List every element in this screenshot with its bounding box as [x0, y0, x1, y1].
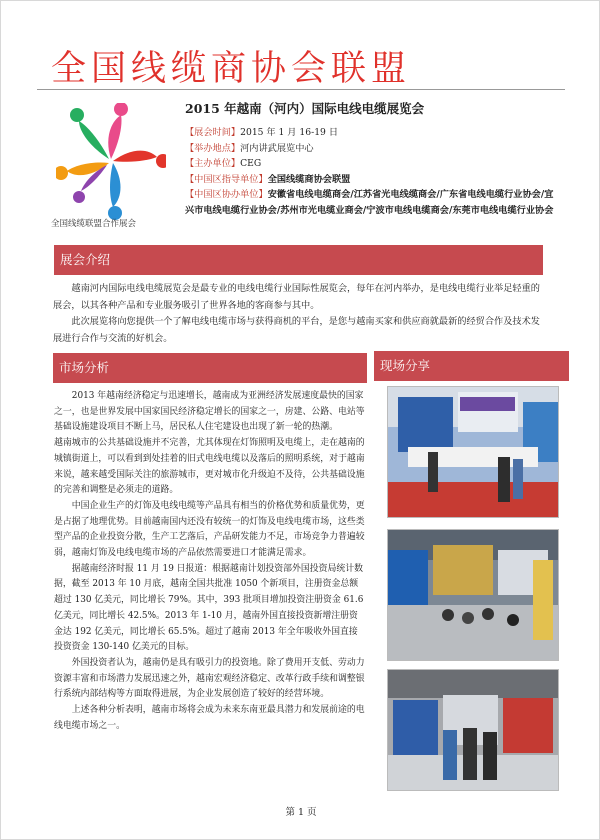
market-paragraph: 上述各种分析表明，越南市场将会成为未来东南亚最具潜力和发展前途的电线电缆市场之一。 — [54, 705, 365, 731]
section-heading-market: 市场分析 — [53, 353, 367, 383]
market-paragraph: 据越南经济时报 11 月 19 日报道：根据越南计划投资部外国投资局统计数据，截至 2013 年 10 月底，越南全国共批准 1050 个新项目，注册资金总额超过 130 亿美元，同比增长 79%。其中，393 批项目增加投资注册资金 61.6 亿美元，同比增长 42.5%。2013 年 1-10 月，越南外国直接投资新增注册资金达 192 亿美元，同比增长 65.5%。超过了越南 2013 年全年吸收外国直接投资资金 130-140 亿美元的目标。 — [54, 563, 364, 653]
market-paragraph: 外国投资者认为，越南仍是具有吸引力的投资地。除了费用开支低、劳动力资源丰富和市场潜力发展迅速之外，越南宏观经济稳定、改革行政手续和调整银行系统内部结构等方面取得进展，为企业发展创造了较好的经营环境。 — [54, 657, 365, 700]
page-number: 第 1 页 — [285, 807, 317, 818]
info-key: 【举办地点】 — [185, 142, 241, 154]
market-paragraph: 2013 年越南经济稳定与迅速增长，越南成为亚洲经济发展速度最快的国家之一，也是世界发展中国家国民经济稳定增长的国家之一，房建、公路、电站等基础设施建设项目不断上马，居民私人住宅建设也出现了新一轮的热潮。 — [54, 391, 365, 433]
market-paragraph: 越南城市的公共基础设施并不完善，尤其体现在灯饰照明及电缆上，走在越南的城镇街道上，可以看到到处挂着的旧式电线电缆以及落后的照明系统，对于越南来说，越来越受国际关注的旅游城市，更对城市化升级迫不及待，公共基础设施的完善和调整是必须走的道路。 — [54, 438, 365, 496]
info-key: 【中国区协办单位】 — [185, 189, 268, 201]
expo-title: 2015 年越南（河内）国际电线电缆展览会 — [185, 101, 425, 116]
info-value: 河内讲武展览中心 — [240, 142, 314, 154]
info-key: 【主办单位】 — [185, 158, 241, 170]
expo-info-list — [185, 125, 557, 219]
banner-title: 全国线缆商协会联盟 — [51, 49, 412, 89]
info-row-venue — [185, 141, 557, 157]
banner-divider — [37, 89, 565, 90]
info-value: CEG — [240, 158, 262, 170]
section-heading-intro: 展会介绍 — [54, 245, 543, 275]
info-row-co-organizers — [185, 187, 557, 218]
expo-photo-3 — [387, 669, 559, 791]
info-key: 【展会时间】 — [185, 127, 241, 138]
info-row-time — [185, 125, 557, 141]
info-key: 【中国区指导单位】 — [185, 173, 268, 185]
market-body — [54, 389, 366, 734]
section-heading-live: 现场分享 — [374, 351, 569, 381]
expo-photo-2 — [387, 529, 559, 661]
info-row-guide — [185, 172, 557, 188]
pinwheel-logo-icon — [56, 103, 166, 221]
intro-body — [53, 281, 543, 347]
info-value: 2015 年 1 月 16-19 日 — [240, 127, 339, 138]
logo-caption: 全国线缆联盟合作展会 — [51, 219, 137, 229]
info-value: 安徽省电线电缆商会/江苏省光电线缆商会/广东省电线电缆行业协会/宜兴市电线电缆行业协会/苏州市光电缆业商会/宁波市电线电缆商会/东莞市电线电缆行业协会 — [185, 189, 554, 216]
info-value: 全国线缆商协会联盟 — [267, 173, 351, 185]
market-paragraph: 中国企业生产的灯饰及电线电缆等产品具有相当的价格优势和质量优势，更是占据了地理优势。目前越南国内还没有较统一的灯饰及电线电缆市场，这些类型产品的企业投资分散，生产工艺落后，产品研发能力不足，市场竞争力普遍较弱，越南灯饰及电线电缆市场的产品依然需要进口才能满足需求。 — [54, 500, 365, 559]
info-row-organizer — [185, 156, 557, 172]
intro-paragraph: 越南河内国际电线电缆展览会是最专业的电线电缆行业国际性展览会，每年在河内举办，是电线电缆行业举足轻重的展会，以其各种产品和专业服务吸引了世界各地的客商参与其中。 — [53, 283, 540, 311]
intro-paragraph: 此次展览将向您提供一个了解电线电缆市场与获得商机的平台，是您与越南买家和供应商就最新的经贸合作及技术发展进行合作与交流的好机会。 — [53, 316, 540, 344]
expo-photo-1 — [387, 386, 559, 518]
